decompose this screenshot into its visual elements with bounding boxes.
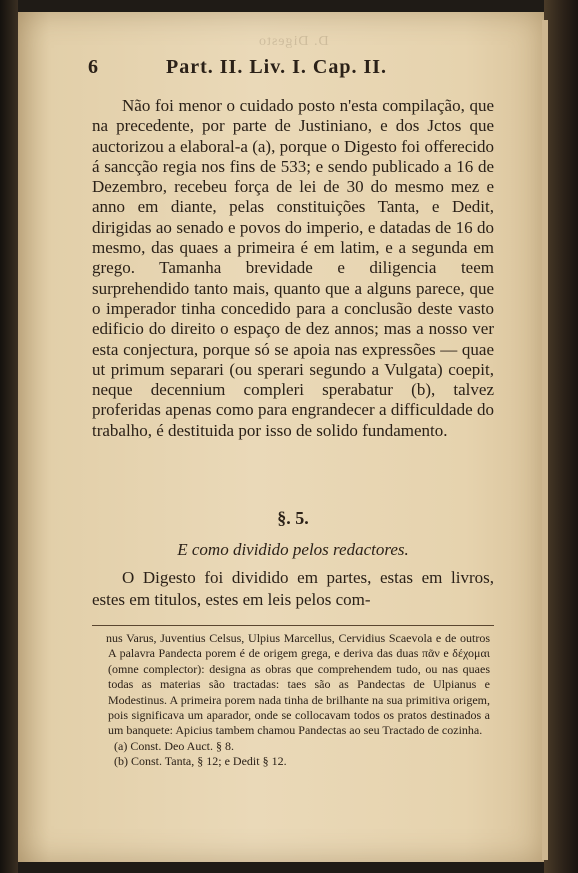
section-title: E como dividido pelos redactores. (177, 540, 409, 559)
bleed-through: D. Digesto (258, 34, 329, 49)
page-edge-sheet (542, 20, 548, 860)
page-number: 6 (88, 56, 98, 78)
footnotes (108, 631, 490, 770)
footnote-b: (b) Const. Tanta, § 12; e Dedit § 12. (114, 754, 287, 769)
page-header (78, 50, 498, 80)
section-number: §. 5. (277, 508, 309, 528)
running-title: Part. II. Liv. I. Cap. II. (166, 56, 388, 78)
main-text (92, 96, 494, 441)
footnote-a: (a) Const. Deo Auct. § 8. (114, 738, 234, 753)
book-spine (0, 0, 18, 873)
paragraph-1: Não foi menor o cuidado posto n'esta compilação, que na precedente, por parte de Justiniano, e dos Jctos que auctorizou a elaboral-a (a), porque o Digesto foi offerecido á sancção regia nos fins de 533; e sendo publicado a 16 de Dezembro, recebeu força de lei de 30 do mesmo mez e anno em diante, pelas constituições Tanta, e Dedit, dirigidas ao senado e povos do imperio, e datadas de 16 do mesmo, das quaes a primeira é em latim, e a segunda em grego. Tamanha brevidade e diligencia teem surprehendido tanto mais, quanto que a alguns parece, que o imperador tinha concedido para a conclusão deste vasto edificio do direito o espaço de dez annos; mas a nosso ver esta conjectura, porque só se apoia nas expressões — quae ut primum separari (ou sperari segundo a Vulgata) coepit, neque decennium compleri sperabatur (b), talvez proferidas apenas como para engrandecer a difficuldade do trabalho, é destituida por isso de solido fundamento. (92, 96, 494, 440)
paragraph-2: O Digesto foi dividido em partes, estas em livros, estes em titulos, estes em leis pelos com- (92, 568, 494, 609)
footnote-continuation: nus Varus, Juventius Celsus, Ulpius Marcellus, Cervidius Scaevola e de outros A palavra Pandecta porem é de origem grega, e deriva das duas πᾶν e δέχομαι (omne complector): designa as obras que comprehendem tudo, ou nas quaes todas as materias são tractadas: taes são as Pandectas de Ulpianus e Modestinus. A primeira porem nada tinha de brilhante na sua primitiva origem, pois significava um aparador, onde se collocavam todos os pratos destinados a um banquete: Apicius tambem chamou Pandectas ao seu Tractado de cozinha. (106, 631, 490, 738)
next-page-edge (544, 0, 578, 873)
footnote-rule (92, 625, 494, 626)
